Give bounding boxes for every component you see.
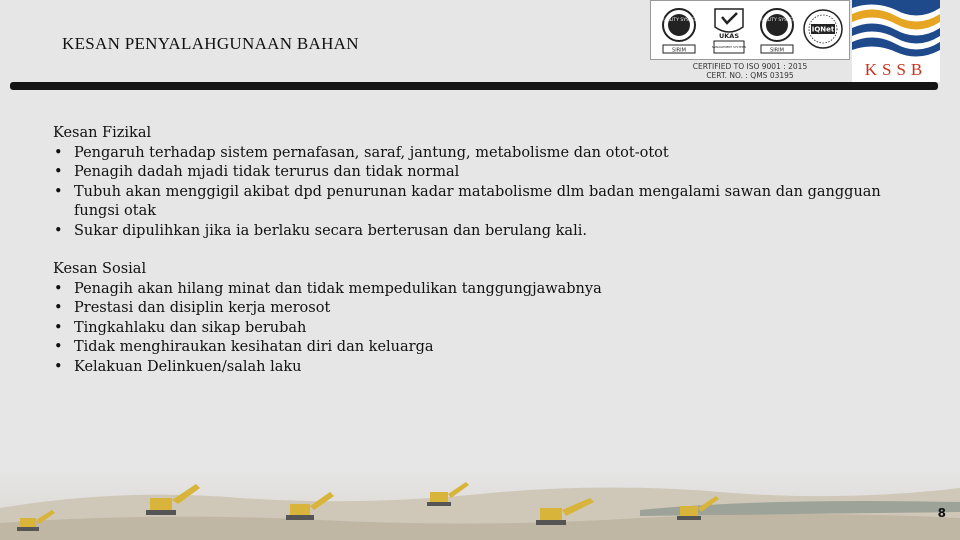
certification-logos (650, 0, 850, 60)
sirim-quality-logo-2 (755, 5, 799, 57)
list-item (53, 163, 893, 183)
list-item-text: Kelakuan Delinkuen/salah laku (74, 358, 302, 375)
cert-number-line: CERT. NO. : QMS 03195 (706, 71, 794, 80)
list-item-text: Tubuh akan menggigil akibat dpd penurunan kadar matabolisme dlm badan mengalami sawan dan gangguan fungsi otak (74, 183, 881, 219)
bullet-icon: • (54, 300, 63, 316)
ukas-bottom-text: MANAGEMENT SYSTEMS (711, 45, 747, 49)
sirim-top-text-2: QUALITY SYSTEM (757, 18, 797, 23)
bullet-icon: • (54, 222, 63, 239)
bullet-icon: • (54, 319, 63, 336)
cert-iso-line: CERTIFIED TO ISO 9001 : 2015 (692, 62, 808, 71)
list-item-text: Tidak menghiraukan kesihatan diri dan keluarga (74, 339, 434, 355)
list-item-text: Prestasi dan disiplin kerja merosot (74, 300, 331, 316)
bullet-icon: • (54, 144, 63, 161)
sirim-bottom-text-2: SIRIM (770, 47, 784, 54)
section-heading-fizikal: Kesan Fizikal (53, 125, 152, 141)
bullet-icon: • (54, 183, 63, 200)
section-gap (53, 241, 893, 260)
list-item (53, 319, 893, 339)
slide-title: KESAN PENYALAHGUNAAN BAHAN (62, 34, 359, 53)
sirim-bottom-text-1: SIRIM (672, 47, 686, 54)
company-logo (852, 0, 940, 82)
bullet-icon: • (54, 339, 63, 355)
bullet-icon: • (54, 358, 63, 375)
header-divider (10, 82, 938, 90)
list-item-text: Penagih akan hilang minat dan tidak mempedulikan tanggungjawabnya (74, 280, 602, 297)
iqnet-text: IQNet (811, 25, 835, 34)
list-item-text: Pengaruh terhadap sistem pernafasan, saraf, jantung, metabolisme dan otot-otot (74, 144, 669, 161)
company-logo-emblem (852, 0, 940, 60)
sirim-quality-logo-1 (657, 5, 701, 57)
list-item (53, 299, 893, 319)
bullet-icon: • (54, 164, 63, 180)
certification-badges (650, 0, 850, 82)
page-number: 8 (937, 506, 946, 520)
list-item (53, 358, 893, 378)
list-item-text: Sukar dipulihkan jika ia berlaku secara berterusan dan berulang kali. (74, 222, 587, 239)
section-heading-sosial: Kesan Sosial (53, 261, 147, 277)
list-item-text: Tingkahlaku dan sikap berubah (74, 319, 307, 336)
company-logo-text: KSSB (864, 60, 928, 79)
ukas-logo (707, 5, 751, 57)
sirim-top-text-1: QUALITY SYSTEM (659, 18, 699, 23)
bullet-list-sosial (53, 280, 893, 378)
ukas-text: UKAS (718, 32, 740, 40)
list-item (53, 280, 893, 300)
list-item (53, 338, 893, 358)
bullet-icon: • (54, 280, 63, 297)
list-item-text: Penagih dadah mjadi tidak terurus dan tidak normal (74, 164, 460, 180)
list-item (53, 183, 893, 222)
bullet-list-fizikal (53, 144, 893, 242)
iqnet-logo (801, 5, 845, 57)
list-item (53, 222, 893, 242)
list-item (53, 144, 893, 164)
footer-construction-photo (0, 468, 960, 540)
certification-text (650, 62, 850, 80)
content-body (53, 124, 893, 377)
